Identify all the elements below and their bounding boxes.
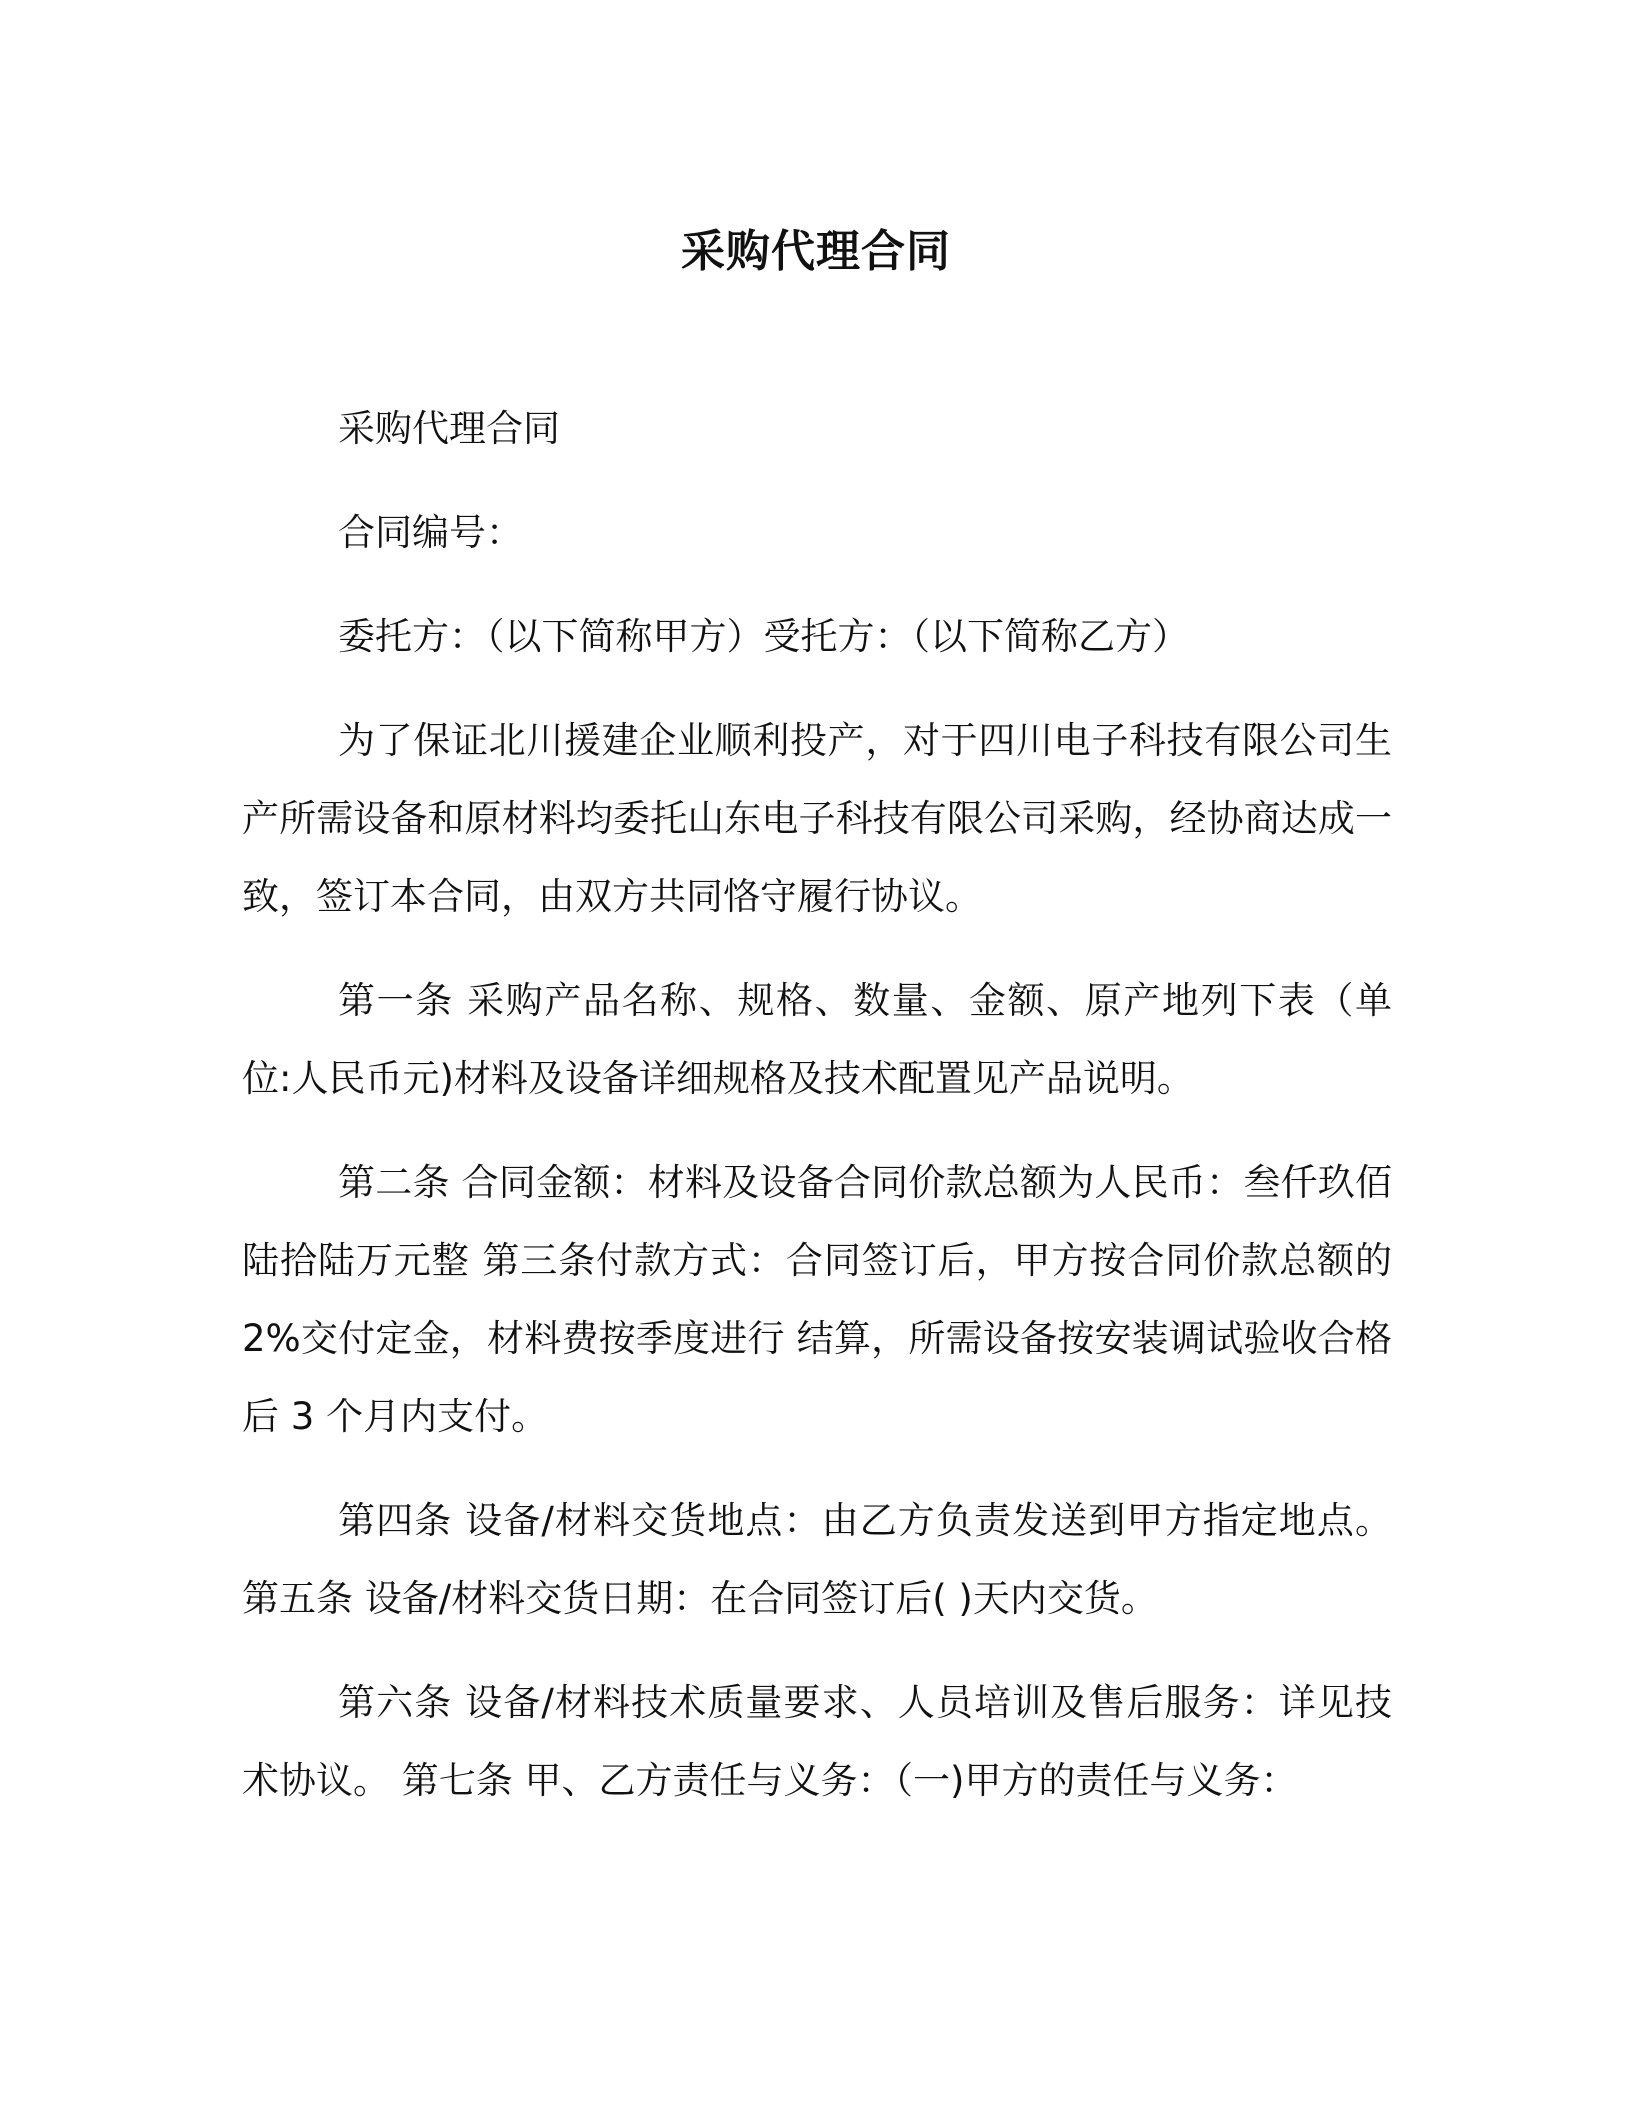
article-2-3-paragraph: 第二条 合同金额：材料及设备合同价款总额为人民币：叁仟玖佰陆拾陆万元整 第三条付款方式：合同签订后，甲方按合同价款总额的2%交付定金，材料费按季度进行 结算，所需设备按安装调试验收合格后 3 个月内支付。 xyxy=(242,1161,1392,1438)
document-body xyxy=(242,390,1392,1846)
purpose-paragraph: 为了保证北川援建企业顺利投产，对于四川电子科技有限公司生产所需设备和原材料均委托山东电子科技有限公司采购，经协商达成一致，签订本合同，由双方共同恪守履行协议。 xyxy=(242,719,1392,918)
article-4-5-paragraph: 第四条 设备/材料交货地点：由乙方负责发送到甲方指定地点。第五条 设备/材料交货日期：在合同签订后( )天内交货。 xyxy=(242,1499,1392,1620)
article-1-paragraph: 第一条 采购产品名称、规格、数量、金额、原产地列下表（单位:人民币元)材料及设备详细规格及技术配置见产品说明。 xyxy=(242,979,1392,1100)
article-6-7-paragraph: 第六条 设备/材料技术质量要求、人员培训及售后服务：详见技术协议。 第七条 甲、乙方责任与义务：（一)甲方的责任与义务： xyxy=(242,1681,1392,1802)
document-title: 采购代理合同 xyxy=(681,226,951,277)
parties-line: 委托方：（以下简称甲方）受托方：（以下简称乙方） xyxy=(338,615,1189,658)
contract-number-line: 合同编号： xyxy=(338,511,523,554)
heading-repeat: 采购代理合同 xyxy=(338,407,560,450)
